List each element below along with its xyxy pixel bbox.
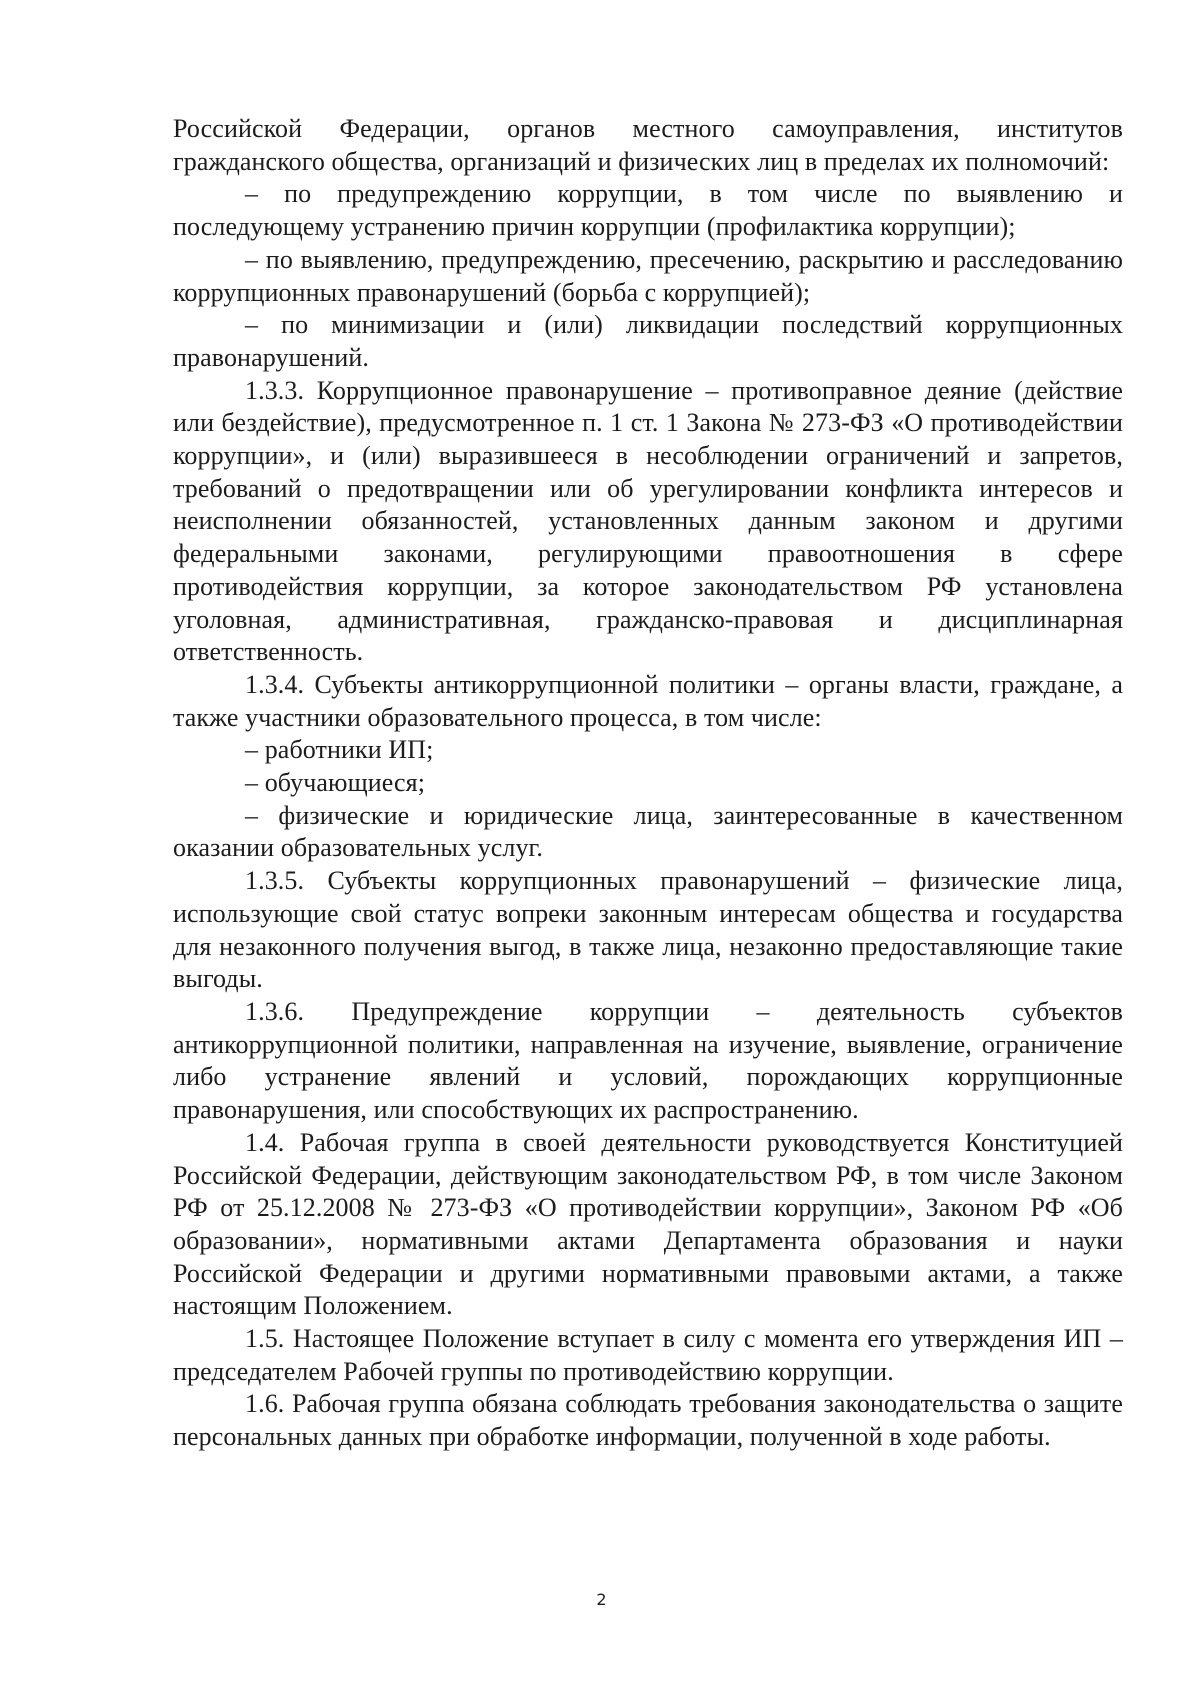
paragraph-1-4: 1.4. Рабочая группа в своей деятельности руководствуется Конституцией Российской Федерации, действующим законодательством РФ, в том числе Законом РФ от 25.12.2008 № 273-ФЗ «О противодействии коррупции», Законом РФ «Об образовании», нормативными актами Департамента образования и науки Российской Федерации и другими нормативными правовыми актами, а также настоящим Положением. — [173, 1127, 1123, 1321]
page-number: 2 — [596, 1590, 607, 1609]
paragraph-bullet-employees: – работники ИП; — [245, 735, 434, 765]
paragraph-continuation: Российской Федерации, органов местного самоуправления, институтов гражданского общества, организаций и физических лиц в пределах их полномочий: — [173, 114, 1123, 176]
paragraph-1-3-3: 1.3.3. Коррупционное правонарушение – противоправное деяние (действие или бездействие), предусмотренное п. 1 ст. 1 Закона № 273-ФЗ «О противодействии коррупции», и (или) выразившееся в несоблюдении ограничений и запретов, требований о предотвращении или об урегулировании конфликта интересов и неисполнении обязанностей, установленных данным законом и другими федеральными законами, регулирующими правоотношения в сфере противодействия коррупции, за которое законодательством РФ установлена уголовная, административная, гражданско-правовая и дисциплинарная ответственность. — [173, 375, 1123, 667]
paragraph-1-5: 1.5. Настоящее Положение вступает в силу с момента его утверждения ИП – председателем Рабочей группы по противодействию коррупции. — [173, 1324, 1123, 1386]
paragraph-bullet-minimization: – по минимизации и (или) ликвидации последствий коррупционных правонарушений. — [173, 310, 1123, 372]
paragraph-bullet-detection: – по выявлению, предупреждению, пресечению, раскрытию и расследованию коррупционных правонарушений (борьба с коррупцией); — [173, 244, 1123, 307]
paragraph-1-6: 1.6. Рабочая группа обязана соблюдать требования законодательства о защите персональных данных при обработке информации, полученной в ходе работы. — [173, 1389, 1123, 1452]
paragraph-bullet-students: – обучающиеся; — [245, 768, 426, 798]
document-body — [173, 113, 1123, 1454]
paragraph-1-3-6: 1.3.6. Предупреждение коррупции – деятельность субъектов антикоррупционной политики, направленная на изучение, выявление, ограничение либо устранение явлений и условий, порождающих коррупционные правонарушения, или способствующих их распространению. — [173, 996, 1123, 1125]
paragraph-bullet-prevention: – по предупреждению коррупции, в том числе по выявлению и последующему устранению причин коррупции (профилактика коррупции); — [173, 179, 1123, 242]
paragraph-bullet-persons: – физические и юридические лица, заинтересованные в качественном оказании образовательных услуг. — [173, 800, 1123, 863]
paragraph-1-3-4: 1.3.4. Субъекты антикоррупционной политики – органы власти, граждане, а также участники образовательного процесса, в том числе: — [173, 669, 1123, 732]
paragraph-1-3-5: 1.3.5. Субъекты коррупционных правонарушений – физические лица, использующие свой статус вопреки законным интересам общества и государства для незаконного получения выгод, в также лица, незаконно предоставляющие такие выгоды. — [173, 866, 1123, 994]
